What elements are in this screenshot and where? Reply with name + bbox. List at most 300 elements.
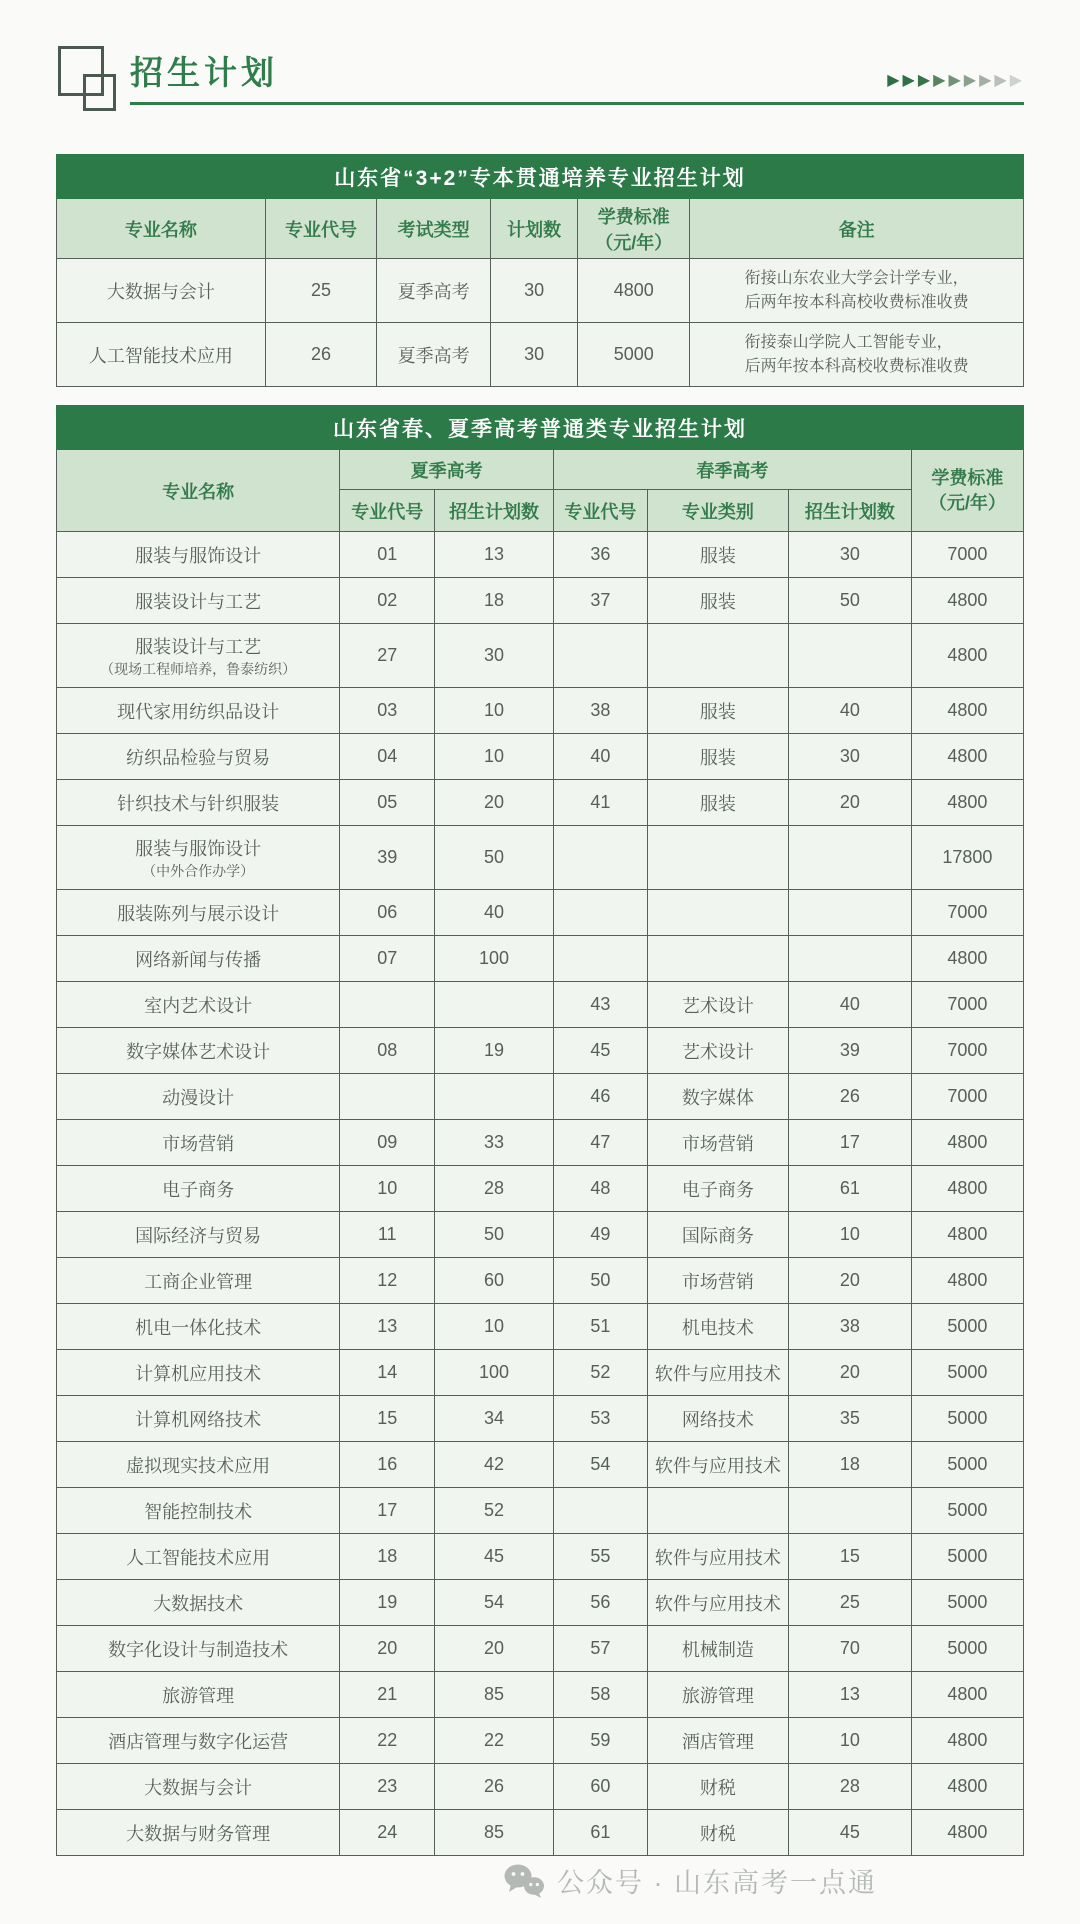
column-header	[57, 199, 266, 259]
summer-plan-cell: 60	[435, 1258, 554, 1304]
major-name-cell: 大数据与会计	[57, 259, 266, 323]
table-row	[57, 1166, 1024, 1212]
spring-category-cell: 服装	[647, 780, 788, 826]
spring-plan-cell: 30	[789, 734, 912, 780]
summer-code-cell	[340, 982, 435, 1028]
major-name-cell	[57, 1304, 340, 1350]
summer-plan-cell: 33	[435, 1120, 554, 1166]
spring-code-cell: 61	[554, 1810, 648, 1856]
spring-code-cell: 48	[554, 1166, 648, 1212]
spring-code-cell: 47	[554, 1120, 648, 1166]
major-name-cell	[57, 1212, 340, 1258]
table2-title-row	[57, 406, 1024, 450]
spring-category-cell	[647, 1488, 788, 1534]
major-name-cell	[57, 734, 340, 780]
spring-plan-cell: 20	[789, 1350, 912, 1396]
spring-plan-cell: 25	[789, 1580, 912, 1626]
summer-plan-cell: 18	[435, 578, 554, 624]
remark-text	[745, 331, 969, 379]
major-name-line1: 网络新闻与传播	[135, 949, 262, 970]
major-code-cell: 26	[265, 323, 376, 387]
spring-category-cell: 服装	[647, 734, 788, 780]
summer-plan-cell: 52	[435, 1488, 554, 1534]
spring-plan-cell: 20	[789, 780, 912, 826]
arrow-icons	[887, 73, 1024, 89]
tuition-cell: 4800	[911, 734, 1023, 780]
table-row	[57, 1810, 1024, 1856]
table-row	[57, 1350, 1024, 1396]
summer-plan-cell: 30	[435, 624, 554, 688]
major-name-cell	[57, 1810, 340, 1856]
major-name-cell	[57, 1626, 340, 1672]
spring-category-cell	[647, 936, 788, 982]
summer-code-cell: 16	[340, 1442, 435, 1488]
major-name-line1: 国际经济与贸易	[135, 1225, 262, 1246]
arrow-icon: ▶	[979, 71, 992, 89]
summer-code-cell: 23	[340, 1764, 435, 1810]
table-row	[57, 734, 1024, 780]
spring-category-cell: 酒店管理	[647, 1718, 788, 1764]
spring-code-cell: 58	[554, 1672, 648, 1718]
column-header-line1: 备注	[838, 219, 875, 240]
tuition-cell: 5000	[911, 1580, 1023, 1626]
spring-code-cell: 59	[554, 1718, 648, 1764]
major-name-line1: 大数据与财务管理	[126, 1823, 271, 1844]
spring-category-cell: 市场营销	[647, 1258, 788, 1304]
spring-plan-cell: 10	[789, 1718, 912, 1764]
spring-code-cell	[554, 890, 648, 936]
major-name-cell	[57, 624, 340, 688]
tuition-cell: 5000	[911, 1626, 1023, 1672]
tuition-cell: 4800	[911, 578, 1023, 624]
spring-category-cell: 软件与应用技术	[647, 1580, 788, 1626]
plan-count-cell: 30	[491, 323, 578, 387]
major-name-cell	[57, 1442, 340, 1488]
header-main	[130, 44, 1024, 105]
table-row	[57, 1626, 1024, 1672]
summer-plan-cell: 26	[435, 1764, 554, 1810]
table-spring-summer	[56, 405, 1024, 1856]
column-header-summer: 夏季高考	[340, 450, 554, 490]
column-header-major: 专业名称	[57, 450, 340, 532]
spring-category-cell: 服装	[647, 688, 788, 734]
major-name-line1: 智能控制技术	[144, 1501, 253, 1522]
summer-plan-cell: 19	[435, 1028, 554, 1074]
tuition-cell: 4800	[911, 1120, 1023, 1166]
spring-plan-cell: 35	[789, 1396, 912, 1442]
major-name-cell	[57, 1074, 340, 1120]
major-name-line1: 旅游管理	[162, 1685, 235, 1706]
major-name-line1: 酒店管理与数字化运营	[108, 1731, 289, 1752]
major-name-line1: 人工智能技术应用	[126, 1547, 271, 1568]
spring-code-cell: 52	[554, 1350, 648, 1396]
summer-plan-cell: 50	[435, 826, 554, 890]
major-name-cell	[57, 1672, 340, 1718]
summer-code-cell: 19	[340, 1580, 435, 1626]
summer-code-cell: 27	[340, 624, 435, 688]
table-row	[57, 1304, 1024, 1350]
table-row	[57, 1580, 1024, 1626]
arrow-icon: ▶	[948, 71, 961, 89]
spring-category-cell	[647, 890, 788, 936]
column-header-summer-code: 专业代号	[340, 490, 435, 532]
column-header-line1: 专业名称	[124, 219, 197, 240]
column-header-summer-plan: 招生计划数	[435, 490, 554, 532]
summer-plan-cell: 13	[435, 532, 554, 578]
remark-text	[745, 267, 969, 315]
spring-plan-cell: 61	[789, 1166, 912, 1212]
tuition-cell: 4800	[911, 624, 1023, 688]
summer-plan-cell: 22	[435, 1718, 554, 1764]
spring-category-cell: 服装	[647, 532, 788, 578]
remark-line1: 衔接泰山学院人工智能专业，	[744, 333, 953, 351]
summer-plan-cell: 85	[435, 1810, 554, 1856]
major-name-line1: 动漫设计	[162, 1087, 235, 1108]
arrow-icon: ▶	[933, 71, 946, 89]
spring-plan-cell: 30	[789, 532, 912, 578]
tuition-cell: 4800	[911, 1212, 1023, 1258]
exam-type-cell: 夏季高考	[377, 323, 491, 387]
tuition-cell: 4800	[911, 1810, 1023, 1856]
major-name-line1: 服装设计与工艺	[135, 637, 262, 658]
spring-plan-cell: 26	[789, 1074, 912, 1120]
arrow-icon: ▶	[887, 71, 900, 89]
spring-category-cell: 软件与应用技术	[647, 1442, 788, 1488]
spring-category-cell: 国际商务	[647, 1212, 788, 1258]
major-name-line1: 机电一体化技术	[135, 1317, 262, 1338]
remark-line2: 后两年按本科高校收费标准收费	[744, 293, 969, 311]
column-header-spring: 春季高考	[554, 450, 912, 490]
spring-category-cell	[647, 826, 788, 890]
major-name-line1: 虚拟现实技术应用	[126, 1455, 271, 1476]
spring-category-cell: 机电技术	[647, 1304, 788, 1350]
spring-plan-cell	[789, 1488, 912, 1534]
table-row	[57, 323, 1024, 387]
major-name-cell	[57, 1166, 340, 1212]
major-name-cell	[57, 1028, 340, 1074]
table1-body	[57, 259, 1024, 387]
spring-code-cell: 51	[554, 1304, 648, 1350]
tuition-cell: 5000	[911, 1442, 1023, 1488]
major-name-cell	[57, 780, 340, 826]
tuition-cell: 7000	[911, 532, 1023, 578]
major-name-cell	[57, 1350, 340, 1396]
spring-plan-cell	[789, 624, 912, 688]
major-name-line1: 数字媒体艺术设计	[126, 1041, 271, 1062]
major-name-line1: 数字化设计与制造技术	[108, 1639, 289, 1660]
major-name-cell	[57, 1764, 340, 1810]
summer-code-cell: 11	[340, 1212, 435, 1258]
summer-plan-cell: 100	[435, 936, 554, 982]
table-3plus2	[56, 154, 1024, 387]
major-name-cell	[57, 1488, 340, 1534]
summer-code-cell: 15	[340, 1396, 435, 1442]
major-name-line2: （现场工程师培养，鲁泰纺织）	[100, 661, 297, 678]
summer-plan-cell: 50	[435, 1212, 554, 1258]
column-header-line1: 考试类型	[397, 219, 470, 240]
page-header	[56, 44, 1024, 130]
wechat-icon	[503, 1863, 545, 1899]
overlapping-squares-icon	[56, 44, 114, 112]
spring-code-cell: 40	[554, 734, 648, 780]
spring-category-cell: 软件与应用技术	[647, 1350, 788, 1396]
remark-line2: 后两年按本科高校收费标准收费	[744, 357, 969, 375]
major-name-cell	[57, 1718, 340, 1764]
major-name-line1: 纺织品检验与贸易	[126, 747, 271, 768]
summer-code-cell: 06	[340, 890, 435, 936]
column-header-line1: 学费标准	[597, 206, 670, 227]
spring-plan-cell: 39	[789, 1028, 912, 1074]
spring-plan-cell: 20	[789, 1258, 912, 1304]
major-name-cell	[57, 688, 340, 734]
spring-category-cell: 财税	[647, 1810, 788, 1856]
major-name-line1: 现代家用纺织品设计	[117, 701, 280, 722]
spring-plan-cell: 70	[789, 1626, 912, 1672]
column-header-line1: 计划数	[507, 219, 562, 240]
page-title: 招生计划	[130, 54, 278, 91]
summer-plan-cell: 20	[435, 780, 554, 826]
arrow-icon: ▶	[994, 71, 1007, 89]
major-name-line1: 大数据与会计	[144, 1777, 253, 1798]
remark-cell	[690, 323, 1024, 387]
summer-code-cell	[340, 1074, 435, 1120]
spring-plan-cell: 13	[789, 1672, 912, 1718]
spring-plan-cell	[789, 936, 912, 982]
summer-plan-cell: 100	[435, 1350, 554, 1396]
table-row	[57, 1534, 1024, 1580]
spring-plan-cell	[789, 890, 912, 936]
major-name-cell	[57, 1534, 340, 1580]
summer-code-cell: 24	[340, 1810, 435, 1856]
column-header-line2: （元/年）	[595, 232, 673, 253]
major-name-line1: 服装设计与工艺	[135, 591, 262, 612]
spring-category-cell: 市场营销	[647, 1120, 788, 1166]
spring-code-cell: 46	[554, 1074, 648, 1120]
table-row	[57, 624, 1024, 688]
major-name-line1: 工商企业管理	[144, 1271, 253, 1292]
summer-plan-cell: 28	[435, 1166, 554, 1212]
spring-category-cell: 电子商务	[647, 1166, 788, 1212]
spring-plan-cell: 40	[789, 688, 912, 734]
major-name-cell: 人工智能技术应用	[57, 323, 266, 387]
summer-code-cell: 20	[340, 1626, 435, 1672]
summer-code-cell: 14	[340, 1350, 435, 1396]
tuition-cell: 7000	[911, 890, 1023, 936]
table-row	[57, 1488, 1024, 1534]
watermark-text: 公众号 · 山东高考一点通	[557, 1868, 877, 1898]
summer-code-cell: 17	[340, 1488, 435, 1534]
summer-code-cell: 04	[340, 734, 435, 780]
table-row	[57, 982, 1024, 1028]
spring-plan-cell: 15	[789, 1534, 912, 1580]
arrow-icon: ▶	[963, 71, 977, 89]
header-underline	[130, 102, 1024, 105]
spring-plan-cell: 38	[789, 1304, 912, 1350]
table-row	[57, 1718, 1024, 1764]
major-name-cell	[57, 1120, 340, 1166]
spring-plan-cell: 50	[789, 578, 912, 624]
plan-count-cell: 30	[491, 259, 578, 323]
table-row	[57, 578, 1024, 624]
summer-plan-cell: 34	[435, 1396, 554, 1442]
arrow-icon: ▶	[1009, 71, 1022, 89]
major-name-line1: 市场营销	[162, 1133, 235, 1154]
spring-code-cell	[554, 624, 648, 688]
spring-code-cell: 49	[554, 1212, 648, 1258]
spring-code-cell: 43	[554, 982, 648, 1028]
summer-plan-cell: 54	[435, 1580, 554, 1626]
table-row	[57, 826, 1024, 890]
table-row	[57, 780, 1024, 826]
major-name-line1: 针织技术与针织服装	[117, 793, 280, 814]
column-header-line1: 专业代号	[284, 219, 357, 240]
major-name-line1: 室内艺术设计	[144, 995, 253, 1016]
summer-plan-cell: 20	[435, 1626, 554, 1672]
summer-code-cell: 05	[340, 780, 435, 826]
table2-body	[57, 532, 1024, 1856]
table-row	[57, 1764, 1024, 1810]
summer-code-cell: 12	[340, 1258, 435, 1304]
major-name-line1: 电子商务	[162, 1179, 235, 1200]
spring-code-cell: 60	[554, 1764, 648, 1810]
summer-plan-cell: 40	[435, 890, 554, 936]
summer-code-cell: 18	[340, 1534, 435, 1580]
exam-type-cell: 夏季高考	[377, 259, 491, 323]
tuition-cell: 4800	[911, 780, 1023, 826]
remark-cell	[690, 259, 1024, 323]
tuition-cell: 4800	[911, 1166, 1023, 1212]
spring-category-cell: 网络技术	[647, 1396, 788, 1442]
table-row	[57, 1672, 1024, 1718]
summer-code-cell: 21	[340, 1672, 435, 1718]
spring-category-cell: 旅游管理	[647, 1672, 788, 1718]
spring-code-cell	[554, 1488, 648, 1534]
spring-code-cell: 54	[554, 1442, 648, 1488]
spring-plan-cell: 10	[789, 1212, 912, 1258]
table1-title: 山东省“3+2”专本贯通培养专业招生计划	[57, 155, 1024, 199]
column-header-fee	[911, 450, 1023, 532]
summer-code-cell: 03	[340, 688, 435, 734]
spring-plan-cell: 28	[789, 1764, 912, 1810]
table-row	[57, 688, 1024, 734]
spring-code-cell: 57	[554, 1626, 648, 1672]
spring-code-cell: 55	[554, 1534, 648, 1580]
spring-category-cell: 服装	[647, 578, 788, 624]
tuition-cell: 7000	[911, 982, 1023, 1028]
arrow-icon: ▶	[902, 71, 915, 89]
watermark	[150, 1861, 1080, 1900]
spring-plan-cell: 40	[789, 982, 912, 1028]
major-code-cell: 25	[265, 259, 376, 323]
spring-category-cell: 财税	[647, 1764, 788, 1810]
spring-code-cell: 56	[554, 1580, 648, 1626]
tuition-cell: 4800	[911, 1718, 1023, 1764]
tuition-cell: 4800	[911, 1672, 1023, 1718]
column-header-spring-category: 专业类别	[647, 490, 788, 532]
tuition-cell: 4800	[911, 936, 1023, 982]
major-name-line1: 服装陈列与展示设计	[117, 903, 280, 924]
tuition-cell: 5000	[578, 323, 690, 387]
tuition-cell: 5000	[911, 1350, 1023, 1396]
major-name-cell	[57, 1258, 340, 1304]
table-row	[57, 1442, 1024, 1488]
summer-code-cell: 22	[340, 1718, 435, 1764]
column-header	[690, 199, 1024, 259]
spring-plan-cell: 45	[789, 1810, 912, 1856]
column-header	[265, 199, 376, 259]
column-header-spring-code: 专业代号	[554, 490, 648, 532]
fee-header-line1: 学费标准	[931, 468, 1004, 489]
column-header-spring-plan: 招生计划数	[789, 490, 912, 532]
tuition-cell: 4800	[911, 1258, 1023, 1304]
table1-title-row	[57, 155, 1024, 199]
table-row	[57, 890, 1024, 936]
summer-code-cell: 07	[340, 936, 435, 982]
table-row	[57, 1074, 1024, 1120]
table-row	[57, 1120, 1024, 1166]
summer-plan-cell: 10	[435, 688, 554, 734]
summer-plan-cell: 45	[435, 1534, 554, 1580]
tuition-cell: 7000	[911, 1028, 1023, 1074]
major-name-cell	[57, 890, 340, 936]
spring-category-cell: 艺术设计	[647, 982, 788, 1028]
spring-code-cell: 45	[554, 1028, 648, 1074]
table2-title: 山东省春、夏季高考普通类专业招生计划	[57, 406, 1024, 450]
spring-plan-cell: 17	[789, 1120, 912, 1166]
spring-code-cell: 38	[554, 688, 648, 734]
spring-category-cell: 艺术设计	[647, 1028, 788, 1074]
spring-code-cell: 37	[554, 578, 648, 624]
major-name-cell	[57, 1396, 340, 1442]
summer-plan-cell	[435, 1074, 554, 1120]
table1-header-row	[57, 199, 1024, 259]
major-name-line1: 大数据技术	[153, 1593, 244, 1614]
summer-code-cell: 02	[340, 578, 435, 624]
column-header	[377, 199, 491, 259]
tuition-cell: 4800	[911, 1764, 1023, 1810]
tuition-cell: 5000	[911, 1534, 1023, 1580]
tuition-cell: 4800	[578, 259, 690, 323]
spring-category-cell	[647, 624, 788, 688]
table-row	[57, 936, 1024, 982]
column-header	[491, 199, 578, 259]
column-header	[578, 199, 690, 259]
summer-code-cell: 01	[340, 532, 435, 578]
table2-group-header-row	[57, 450, 1024, 490]
spring-code-cell	[554, 826, 648, 890]
spring-category-cell: 数字媒体	[647, 1074, 788, 1120]
major-name-cell	[57, 826, 340, 890]
remark-line1: 衔接山东农业大学会计学专业，	[744, 269, 969, 287]
spring-code-cell: 41	[554, 780, 648, 826]
summer-plan-cell	[435, 982, 554, 1028]
tuition-cell: 5000	[911, 1304, 1023, 1350]
summer-plan-cell: 10	[435, 734, 554, 780]
table-row	[57, 532, 1024, 578]
major-name-cell	[57, 578, 340, 624]
tuition-cell: 4800	[911, 688, 1023, 734]
major-name-line1: 服装与服饰设计	[135, 545, 262, 566]
arrow-icon: ▶	[917, 71, 931, 89]
major-name-cell	[57, 532, 340, 578]
major-name-line1: 计算机应用技术	[135, 1363, 262, 1384]
spring-code-cell: 36	[554, 532, 648, 578]
major-name-line1: 服装与服饰设计	[135, 839, 262, 860]
summer-plan-cell: 10	[435, 1304, 554, 1350]
tuition-cell: 5000	[911, 1396, 1023, 1442]
table-row	[57, 1396, 1024, 1442]
spring-code-cell: 50	[554, 1258, 648, 1304]
